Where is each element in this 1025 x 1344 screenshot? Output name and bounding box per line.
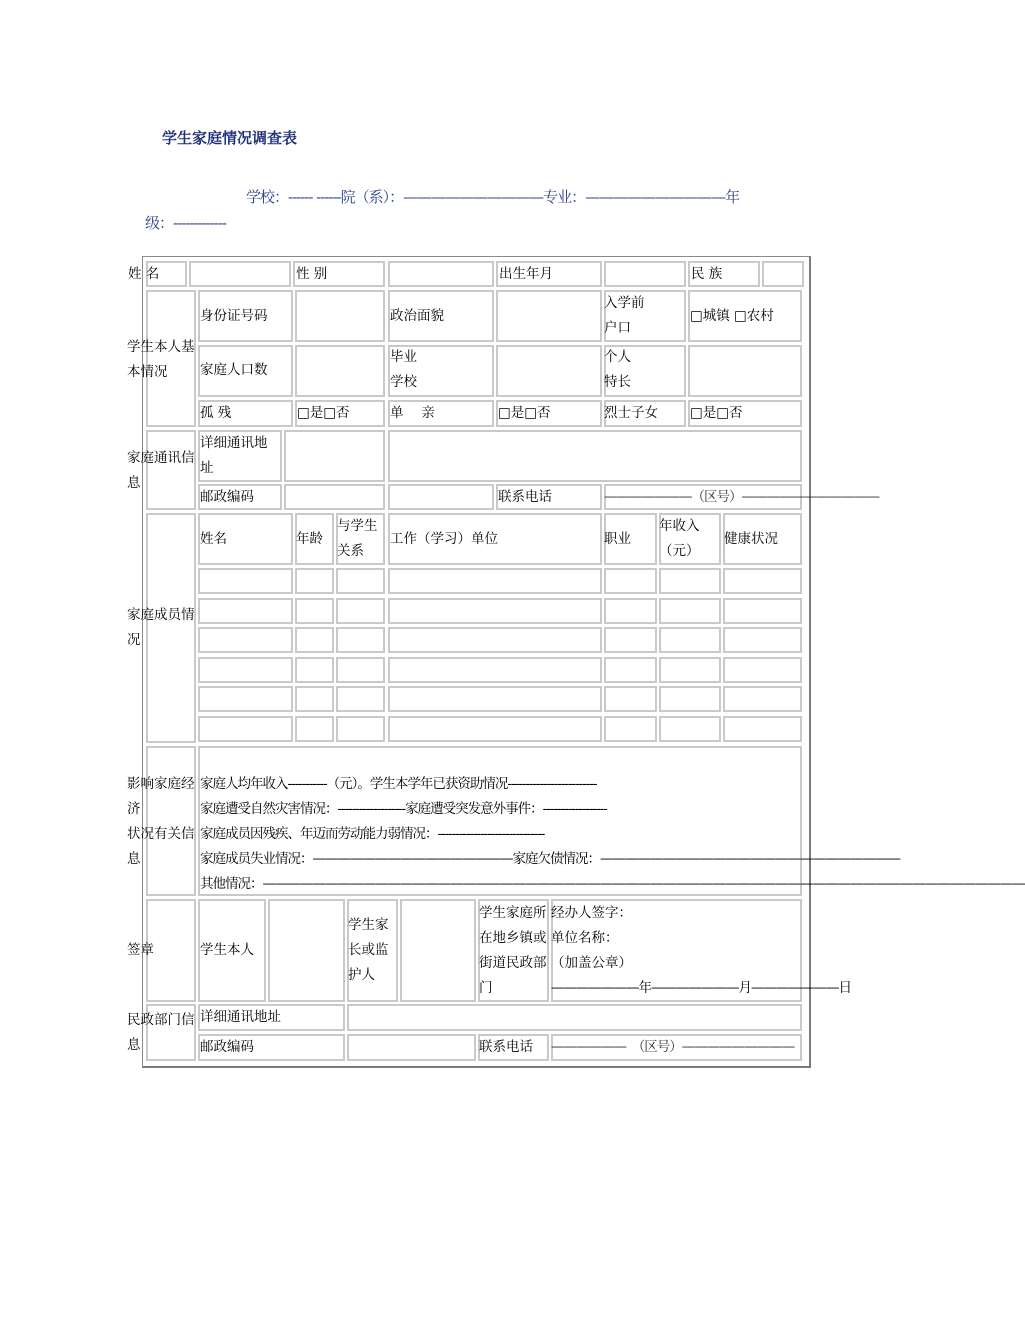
member-income-header-2: （元） xyxy=(659,543,700,559)
member-name-cell[interactable] xyxy=(198,686,293,712)
member-name-cell[interactable] xyxy=(198,657,293,683)
graduate-school-label-2: 学校 xyxy=(390,374,417,390)
phone-label: 联系电话 xyxy=(498,489,552,505)
economy-line-4: 家庭成员失业情况：————————————————家庭欠债情况：———————————————————————— xyxy=(200,851,900,867)
member-income-cell[interactable] xyxy=(659,657,721,683)
specialty-label-1: 个人 xyxy=(604,349,631,365)
members-section-label-1: 家庭成员情 xyxy=(127,607,195,623)
member-name-cell[interactable] xyxy=(198,598,293,624)
basic-section-label-1: 学生本人基 xyxy=(127,339,195,355)
gender-input-cell[interactable] xyxy=(388,261,494,287)
civil-section-label-2: 息 xyxy=(127,1037,141,1053)
civil-phone-value[interactable]: —————— （区号）————————— xyxy=(551,1039,795,1055)
member-work-cell[interactable] xyxy=(388,568,602,594)
civil-phone-input-cell[interactable] xyxy=(551,1034,802,1061)
member-relation-cell[interactable] xyxy=(336,657,385,683)
member-name-cell[interactable] xyxy=(198,568,293,594)
economy-line-3: 家庭成员因残疾、年迈而劳动能力弱情况：------------------------------ xyxy=(200,826,545,842)
member-occupation-cell[interactable] xyxy=(604,568,657,594)
ethnicity-input-cell[interactable] xyxy=(762,261,804,287)
member-health-cell[interactable] xyxy=(723,568,802,594)
address-label-1: 详细通讯地 xyxy=(200,435,268,451)
member-health-cell[interactable] xyxy=(723,627,802,653)
address-input-cell-a[interactable] xyxy=(284,430,385,482)
member-income-cell[interactable] xyxy=(659,627,721,653)
contact-section-label-2: 息 xyxy=(127,475,141,491)
name-input-cell[interactable] xyxy=(189,261,291,287)
office-label-3: 街道民政部 xyxy=(479,955,547,971)
members-section-label-2: 况 xyxy=(127,632,141,648)
office-label-1: 学生家庭所 xyxy=(479,905,547,921)
graduate-school-input-cell[interactable] xyxy=(496,345,602,397)
economy-section-label-3: 状况有关信 xyxy=(127,826,195,842)
member-name-header: 姓名 xyxy=(200,531,227,547)
member-income-cell[interactable] xyxy=(659,686,721,712)
economy-section-label-cell xyxy=(146,746,196,896)
graduate-school-label-1: 毕业 xyxy=(390,349,417,365)
postcode-input-cell-b[interactable] xyxy=(388,484,494,510)
basic-section-label-2: 本情况 xyxy=(127,364,168,380)
guardian-label-3: 护人 xyxy=(348,967,375,983)
postcode-input-cell[interactable] xyxy=(284,484,385,510)
economy-section-label-1: 影响家庭经 xyxy=(127,776,195,792)
member-health-cell[interactable] xyxy=(723,686,802,712)
phone-input-cell[interactable] xyxy=(604,484,879,510)
member-age-cell[interactable] xyxy=(295,627,334,653)
member-occupation-cell[interactable] xyxy=(604,686,657,712)
office-signer-label: 经办人签字： xyxy=(551,905,632,921)
birth-input-cell[interactable] xyxy=(604,261,686,287)
member-relation-cell[interactable] xyxy=(336,568,385,594)
member-work-header: 工作（学习）单位 xyxy=(390,531,498,547)
martyr-options[interactable]: □是□否 xyxy=(690,405,743,421)
members-section-label-cell xyxy=(146,513,196,743)
id-input-cell[interactable] xyxy=(295,290,385,342)
member-occupation-cell[interactable] xyxy=(604,627,657,653)
household-label: 家庭人口数 xyxy=(200,362,268,378)
address-label-2: 址 xyxy=(200,460,214,476)
office-date-line[interactable]: ———————年———————月———————日 xyxy=(551,980,851,996)
member-health-cell[interactable] xyxy=(723,598,802,624)
economy-line-2: 家庭遭受自然灾害情况：-------------------家庭遭受突发意外事件：------------------ xyxy=(200,801,607,817)
orphan-options[interactable]: □是□否 xyxy=(297,405,350,421)
student-sign-input-cell[interactable] xyxy=(268,899,345,1002)
member-age-cell[interactable] xyxy=(295,598,334,624)
economy-info-cell[interactable] xyxy=(198,746,1025,896)
office-label-2: 在地乡镇或 xyxy=(479,930,547,946)
school-info-line: 学校：------ ------院（系）：——————————专业：——————————年 xyxy=(246,188,740,206)
economy-line-5: 其他情况：————————————————————————————————————————————————————————————— xyxy=(200,876,1025,892)
member-work-cell[interactable] xyxy=(388,627,602,653)
guardian-sign-input-cell[interactable] xyxy=(400,899,476,1002)
economy-section-label-4: 息 xyxy=(127,851,141,867)
member-occupation-cell[interactable] xyxy=(604,716,657,742)
gender-label: 性 别 xyxy=(296,266,328,282)
household-input-cell[interactable] xyxy=(295,345,385,397)
member-occupation-cell[interactable] xyxy=(604,657,657,683)
martyr-label: 烈士子女 xyxy=(604,405,658,421)
member-health-cell[interactable] xyxy=(723,657,802,683)
member-relation-header-1: 与学生 xyxy=(337,518,378,534)
member-income-cell[interactable] xyxy=(659,568,721,594)
member-work-cell[interactable] xyxy=(388,686,602,712)
office-seal-label: （加盖公章） xyxy=(551,955,632,971)
orphan-label: 孤 残 xyxy=(200,405,232,421)
single-parent-label: 单 亲 xyxy=(390,405,435,421)
student-sign-label: 学生本人 xyxy=(200,942,254,958)
politics-label: 政治面貌 xyxy=(390,308,444,324)
member-age-header: 年龄 xyxy=(296,531,323,547)
single-parent-options[interactable]: □是□否 xyxy=(498,405,551,421)
postcode-label: 邮政编码 xyxy=(200,489,254,505)
id-label: 身份证号码 xyxy=(200,308,268,324)
guardian-label-1: 学生家 xyxy=(348,917,389,933)
civil-postcode-input-cell[interactable] xyxy=(347,1034,476,1061)
address-input-cell-b[interactable] xyxy=(388,430,802,482)
civil-section-label-1: 民政部门信 xyxy=(127,1012,195,1028)
office-label-4: 门 xyxy=(479,980,493,996)
member-relation-cell[interactable] xyxy=(336,627,385,653)
hukou-label-1: 入学前 xyxy=(604,295,645,311)
hukou-label-2: 户口 xyxy=(604,320,631,336)
civil-address-label: 详细通讯地址 xyxy=(200,1009,281,1025)
member-age-cell[interactable] xyxy=(295,686,334,712)
member-health-header: 健康状况 xyxy=(724,531,778,547)
civil-phone-label: 联系电话 xyxy=(479,1039,533,1055)
member-income-cell[interactable] xyxy=(659,598,721,624)
member-work-cell[interactable] xyxy=(388,657,602,683)
member-income-cell[interactable] xyxy=(659,716,721,742)
member-occupation-header: 职业 xyxy=(604,531,631,547)
member-relation-cell[interactable] xyxy=(336,686,385,712)
name-label: 姓 名 xyxy=(128,266,160,282)
sign-section-label: 签章 xyxy=(127,942,154,958)
member-income-header-1: 年收入 xyxy=(659,518,700,534)
birth-label: 出生年月 xyxy=(499,266,553,282)
member-health-cell[interactable] xyxy=(723,716,802,742)
politics-input-cell[interactable] xyxy=(496,290,602,342)
member-work-cell[interactable] xyxy=(388,716,602,742)
page-title: 学生家庭情况调查表 xyxy=(162,129,298,147)
phone-value[interactable]: ———————（区号）——————————— xyxy=(604,489,879,505)
member-relation-header-2: 关系 xyxy=(337,543,364,559)
member-age-cell[interactable] xyxy=(295,716,334,742)
member-name-cell[interactable] xyxy=(198,716,293,742)
economy-line-1: 家庭人均年收入-----------（元）。学生本学年已获资助情况------------------------- xyxy=(200,776,597,792)
member-name-cell[interactable] xyxy=(198,627,293,653)
specialty-label-2: 特长 xyxy=(604,374,631,390)
guardian-label-2: 长或监 xyxy=(348,942,389,958)
member-age-cell[interactable] xyxy=(295,657,334,683)
contact-section-label-1: 家庭通讯信 xyxy=(127,450,195,466)
economy-section-label-2: 济 xyxy=(127,801,141,817)
hukou-options[interactable]: □城镇 □农村 xyxy=(690,308,774,324)
civil-postcode-label: 邮政编码 xyxy=(200,1039,254,1055)
specialty-input-cell[interactable] xyxy=(688,345,802,397)
member-age-cell[interactable] xyxy=(295,568,334,594)
member-relation-cell[interactable] xyxy=(336,716,385,742)
member-occupation-cell[interactable] xyxy=(604,598,657,624)
member-work-cell[interactable] xyxy=(388,598,602,624)
civil-address-input-cell[interactable] xyxy=(347,1004,802,1031)
member-relation-cell[interactable] xyxy=(336,598,385,624)
office-unit-label: 单位名称： xyxy=(551,930,619,946)
grade-info-line: 级：------------- xyxy=(145,214,226,232)
ethnicity-label: 民 族 xyxy=(691,266,723,282)
